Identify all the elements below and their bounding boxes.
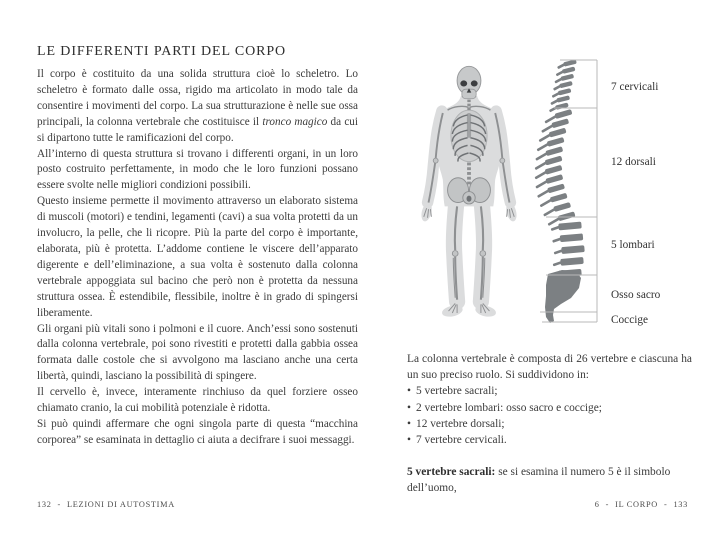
left-page-number: 132 <box>37 500 52 509</box>
closing-paragraph <box>407 464 692 496</box>
intro-paragraph: La colonna vertebrale è composta di 26 vertebre e ciascuna ha un suo preciso ruolo. Si suddividono in: <box>407 353 692 382</box>
paragraph-1 <box>37 67 358 147</box>
list-item <box>407 383 692 399</box>
paragraph-6: Si può quindi affermare che ogni singola parte di questa “macchina corporea” se esaminata in dettaglio ci aiuta a decifrare i suoi messaggi. <box>37 417 358 446</box>
section-title: LE DIFFERENTI PARTI DEL CORPO <box>37 44 287 59</box>
chapter-number: 6 <box>594 500 600 509</box>
bullet-icon: • <box>407 401 411 414</box>
list-item <box>407 416 692 432</box>
bullet-icon: • <box>407 385 411 398</box>
closing-rest: se si esamina il numero 5 è il simbolo dell’uomo, <box>407 466 671 495</box>
paragraph-1-italic: tronco magico <box>262 115 328 128</box>
label-cervical: 7 cervicali <box>611 81 659 93</box>
sternum <box>467 113 471 138</box>
paragraph-2: All’interno di questa struttura si trovano i differenti organi, in un loro posto costruito perfettamente, in modo che le loro funzioni possano essere svolte nelle migliori condizioni possibili. <box>37 147 358 192</box>
footer-separator: - <box>663 500 668 509</box>
chapter-title-footer: IL CORPO <box>615 500 658 509</box>
paragraph-4: Gli organi più vitali sono i polmoni e il cuore. Anch’essi sono sostenuti dalla colonna vertebrale, poi sono rivestiti e protetti dalla gabbia ossea formata dalle costole che si avvolgono ma lasciano anche una certa libertà, quindi, lasciano la possibilità di spingere. <box>37 322 358 383</box>
skeleton-illustration <box>419 57 519 329</box>
list-item <box>407 400 692 416</box>
bullet-icon: • <box>407 434 411 447</box>
left-page <box>37 44 358 449</box>
left-page-footer <box>37 500 175 509</box>
hand-bones <box>424 208 514 218</box>
label-lumbar: 5 lombari <box>611 239 655 251</box>
body-text <box>37 67 358 449</box>
paragraph-1-end: da cui si dipartono tutte le ramificazioni del corpo. <box>37 115 358 144</box>
bullet-icon: • <box>407 417 411 430</box>
list-item <box>407 432 692 448</box>
right-page-text <box>407 351 692 497</box>
paragraph-3: Questo insieme permette il movimento attraverso un elaborato sistema di muscoli (motori) e tendini, legamenti (cavi) a sua volta protetti da un involucro, la pelle, che li ricopre. Più la parte del corpo è importante, elaborata, più è protetta. L’addome contiene le viscere dell’apparato digerente e dell’eliminazione, a sua volta è sostenuto dalla colonna vertebrale appoggiata sul bacino che però non è protetta da nessuna struttura ossea. È estendibile, flessibile, inoltre è in grado di spingersi liberamente. <box>37 195 358 319</box>
list-item-text: 5 vertebre sacrali; <box>416 385 498 398</box>
right-page-footer <box>595 500 688 509</box>
label-dorsal: 12 dorsali <box>611 156 656 168</box>
book-title-footer: LEZIONI DI AUTOSTIMA <box>67 500 175 509</box>
spine-region-brackets <box>540 58 600 326</box>
eye-socket-right <box>471 80 478 86</box>
eye-socket-left <box>460 80 467 86</box>
list-item-text: 12 vertebre dorsali; <box>416 417 505 430</box>
footer-separator: - <box>605 500 610 509</box>
label-coccyx: Coccige <box>611 314 649 326</box>
list-item-text: 7 vertebre cervicali. <box>416 434 507 447</box>
paragraph-1-text: Il corpo è costituito da una solida struttura cioè lo scheletro. Lo scheletro è formato dalle ossa, rigido ma articolato in modo tale da consentire i movimenti del corpo. La sua strutturazione è nelle sue ossa principali, la colonna vertebrale che costituisce il <box>37 68 358 128</box>
footer-separator: - <box>57 500 62 509</box>
paragraph-5: Il cervello è, invece, interamente rinchiuso da quel forziere osseo chiamato cranio, la cui mobilità potenziale è ridotta. <box>37 386 358 415</box>
label-sacrum: Osso sacro <box>611 289 661 301</box>
list-item-text: 2 vertebre lombari: osso sacro e coccige; <box>416 401 602 414</box>
right-page-number: 133 <box>673 500 688 509</box>
vertebrae-list <box>407 383 692 448</box>
closing-lead-bold: 5 vertebre sacrali: <box>407 466 496 479</box>
